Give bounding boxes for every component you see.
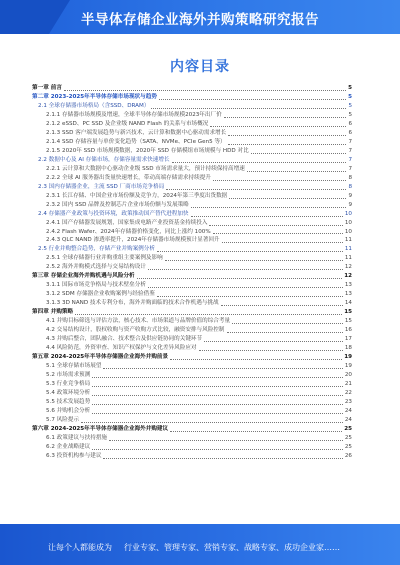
toc-entry-title: 2.3.2 国内 SSD 品牌及控制芯片企业市场份额与发展策略 bbox=[46, 201, 189, 208]
toc-entry-title: 第一章 前言 bbox=[32, 85, 62, 91]
toc-dot-leader bbox=[92, 394, 343, 396]
toc-entry[interactable] bbox=[32, 129, 352, 138]
toc-entry-title: 2.4.3 QLC NAND 渗透率提升，2024年存储器市场规模预计显著回升 bbox=[46, 237, 220, 244]
toc-entry-title: 2.2.1 云计算和大数据中心驱动企业级 SSD 市场需求量大，预计持续保持高增速 bbox=[46, 165, 245, 172]
toc-page-number: 7 bbox=[348, 138, 352, 145]
toc-heading: 内容目录 bbox=[170, 59, 230, 75]
toc-entry[interactable] bbox=[32, 416, 352, 425]
toc-dot-leader bbox=[172, 161, 347, 163]
toc-entry-title: 4.3 并购后整合，团队融合、技术整合及供应链协同的关键环节 bbox=[46, 336, 203, 343]
toc-dot-leader bbox=[75, 313, 342, 315]
toc-dot-leader bbox=[157, 295, 343, 297]
toc-entry-title: 第三章 存储企业海外并购机遇与风险分析 bbox=[32, 273, 135, 280]
toc-entry-title: 2.5.2 海外并购模式选择与交易结构设计 bbox=[46, 264, 146, 271]
toc-entry[interactable] bbox=[32, 111, 352, 120]
toc-entry-title: 2.1.2 eSSD、PC SSD 及企业级 NAND Flash 的关系与市场概况 bbox=[46, 120, 209, 127]
report-header bbox=[0, 0, 400, 34]
toc-entry[interactable] bbox=[32, 228, 352, 237]
toc-dot-leader bbox=[209, 224, 342, 226]
toc-page-number: 6 bbox=[348, 129, 352, 136]
footer-role: 营销专家 bbox=[204, 543, 236, 552]
table-of-contents bbox=[32, 84, 352, 461]
toc-page-number: 10 bbox=[344, 219, 352, 226]
toc-entry[interactable] bbox=[32, 398, 352, 407]
toc-dot-leader bbox=[103, 457, 342, 459]
toc-dot-leader bbox=[199, 349, 343, 351]
toc-entry[interactable] bbox=[32, 317, 352, 326]
toc-entry[interactable] bbox=[32, 165, 352, 174]
toc-dot-leader bbox=[213, 179, 347, 181]
toc-page-number: 14 bbox=[344, 300, 352, 307]
toc-entry[interactable] bbox=[32, 156, 352, 165]
toc-dot-leader bbox=[191, 206, 347, 208]
toc-entry-title: 2.3 国内存储器企业，主流 SSD 厂商市场竞争格局 bbox=[38, 183, 165, 190]
report-title: 半导体存储企业海外并购策略研究报告 bbox=[81, 12, 319, 28]
toc-page-number: 11 bbox=[344, 237, 352, 244]
toc-page-number: 19 bbox=[344, 354, 352, 361]
toc-page-number: 9 bbox=[348, 192, 352, 199]
toc-page-number: 22 bbox=[344, 389, 352, 396]
toc-page-number: 11 bbox=[344, 255, 352, 262]
toc-page-number: 19 bbox=[344, 363, 352, 370]
toc-entry-title: 第二章 2023-2025年半导体存储市场现状与趋势 bbox=[32, 93, 157, 100]
toc-entry-title: 5.4 政策环境分析 bbox=[46, 389, 91, 396]
toc-dot-leader bbox=[148, 268, 343, 270]
toc-page-number: 25 bbox=[344, 443, 352, 450]
toc-entry-title: 2.2 数据中心及 AI 存储市场，存储容量需求快速增长 bbox=[38, 156, 170, 163]
toc-dot-leader bbox=[92, 385, 343, 387]
toc-page-number: 10 bbox=[344, 228, 352, 235]
toc-entry[interactable] bbox=[32, 290, 352, 299]
toc-entry[interactable] bbox=[32, 344, 352, 353]
toc-entry[interactable] bbox=[32, 380, 352, 389]
toc-dot-leader bbox=[81, 421, 343, 423]
toc-entry[interactable] bbox=[32, 353, 352, 362]
toc-page-number: 21 bbox=[344, 380, 352, 387]
toc-entry[interactable] bbox=[32, 236, 352, 245]
toc-entry[interactable] bbox=[32, 102, 352, 111]
toc-page-number: 8 bbox=[348, 174, 352, 181]
toc-entry-title: 4.4 风险防范，外资审查、知识产权保护与文化差异风险应对 bbox=[46, 345, 197, 352]
toc-entry[interactable] bbox=[32, 281, 352, 290]
toc-entry-title: 5.5 技术发展趋势 bbox=[46, 398, 91, 405]
page-footer bbox=[0, 524, 400, 565]
toc-entry-title: 3.1.1 国际市场竞争格局与技术壁垒分析 bbox=[46, 282, 146, 289]
toc-entry-title: 2.3.1 长江存储、中国企业市场份额及竞争力，2024年第三季度出货数据 bbox=[46, 192, 228, 199]
toc-dot-leader bbox=[170, 358, 342, 360]
toc-entry-title: 4.1 并购目标筛选与评估方法，核心技术、市场渠道与品牌价值的综合考量 bbox=[46, 318, 231, 325]
toc-page-number: 5 bbox=[348, 85, 352, 91]
toc-entry[interactable] bbox=[32, 434, 352, 443]
toc-entry[interactable] bbox=[32, 210, 352, 219]
toc-dot-leader bbox=[221, 304, 343, 306]
toc-entry[interactable] bbox=[32, 272, 352, 281]
toc-entry[interactable] bbox=[32, 147, 352, 156]
toc-entry[interactable] bbox=[32, 443, 352, 452]
footer-slogan: 让每个人都能成为 行业专家、管理专家、营销专家、战略专家、成功企业家…… bbox=[48, 543, 340, 552]
toc-entry[interactable] bbox=[32, 201, 352, 210]
toc-entry[interactable] bbox=[32, 335, 352, 344]
toc-entry-title: 2.4 存储器产业政策与投资环境，政策推动国产替代进程加快 bbox=[38, 210, 189, 217]
toc-entry-title: 2.1.1 存储器市场规模及增速，全球半导体存储市场规模2023年出厂价 bbox=[46, 111, 222, 118]
toc-page-number: 6 bbox=[348, 120, 352, 127]
toc-page-number: 12 bbox=[344, 264, 352, 271]
toc-entry[interactable] bbox=[32, 84, 352, 93]
toc-page-number: 25 bbox=[344, 425, 352, 432]
toc-dot-leader bbox=[224, 116, 347, 118]
footer-role: 行业专家 bbox=[124, 543, 156, 552]
toc-dot-leader bbox=[251, 152, 347, 154]
toc-entry-title: 4.2 交易结构设计，股权收购与资产收购方式比较，融资安排与风险控制 bbox=[46, 327, 225, 334]
toc-entry[interactable] bbox=[32, 174, 352, 183]
toc-page-number: 8 bbox=[348, 183, 352, 190]
toc-dot-leader bbox=[228, 134, 346, 136]
toc-entry-title: 2.1.3 SSD 客户端发展趋势与新兴技术，云计算和数据中心驱动需求增长 bbox=[46, 129, 227, 136]
toc-dot-leader bbox=[92, 403, 343, 405]
toc-page-number: 9 bbox=[348, 201, 352, 208]
toc-entry[interactable] bbox=[32, 389, 352, 398]
toc-entry[interactable] bbox=[32, 219, 352, 228]
toc-dot-leader bbox=[191, 215, 343, 217]
toc-page-number: 7 bbox=[348, 147, 352, 154]
toc-entry-title: 6.3 投资机构参与建议 bbox=[46, 452, 102, 459]
toc-page-number: 26 bbox=[344, 452, 352, 459]
toc-entry[interactable] bbox=[32, 371, 352, 380]
footer-lead-text: 让每个人都能成为 bbox=[48, 543, 112, 552]
footer-role: 战略专家 bbox=[244, 543, 276, 552]
toc-page-number: 11 bbox=[344, 246, 352, 253]
toc-entry[interactable] bbox=[32, 138, 352, 147]
toc-page-number: 18 bbox=[344, 345, 352, 352]
toc-page-number: 7 bbox=[348, 156, 352, 163]
toc-page-number: 5 bbox=[348, 93, 352, 100]
toc-entry[interactable] bbox=[32, 120, 352, 129]
toc-entry[interactable] bbox=[32, 93, 352, 102]
toc-dot-leader bbox=[165, 259, 343, 261]
toc-page-number: 5 bbox=[348, 111, 352, 118]
toc-page-number: 24 bbox=[344, 407, 352, 414]
toc-page-number: 13 bbox=[344, 291, 352, 298]
toc-entry[interactable] bbox=[32, 245, 352, 254]
toc-entry[interactable] bbox=[32, 263, 352, 272]
toc-page-number: 15 bbox=[344, 318, 352, 325]
toc-dot-leader bbox=[247, 170, 347, 172]
toc-page-number: 15 bbox=[344, 309, 352, 316]
toc-dot-leader bbox=[232, 322, 343, 324]
footer-role: 管理专家 bbox=[164, 543, 196, 552]
toc-dot-leader bbox=[103, 367, 342, 369]
toc-dot-leader bbox=[204, 340, 343, 342]
toc-page-number: 20 bbox=[344, 372, 352, 378]
toc-dot-leader bbox=[229, 197, 346, 199]
toc-dot-leader bbox=[148, 286, 343, 288]
toc-dot-leader bbox=[210, 125, 346, 127]
toc-dot-leader bbox=[151, 107, 346, 109]
toc-dot-leader bbox=[92, 376, 343, 378]
toc-dot-leader bbox=[159, 98, 346, 100]
toc-entry[interactable] bbox=[32, 326, 352, 335]
toc-entry-title: 第四章 并购策略 bbox=[32, 309, 74, 316]
footer-role: 成功企业家…… bbox=[284, 543, 340, 552]
toc-entry[interactable] bbox=[32, 425, 352, 434]
toc-entry[interactable] bbox=[32, 254, 352, 263]
toc-entry[interactable] bbox=[32, 299, 352, 308]
toc-entry-title: 5.1 全球存储市场展望 bbox=[46, 363, 102, 370]
toc-entry-title: 6.1 政策建议与扶持措施 bbox=[46, 434, 108, 441]
toc-dot-leader bbox=[92, 412, 343, 414]
toc-page-number: 24 bbox=[344, 416, 352, 423]
toc-entry-title: 3.1.3 3D NAND 技术专利分布，海外并购面临的技术合作机遇与挑战 bbox=[46, 300, 219, 307]
toc-entry[interactable] bbox=[32, 183, 352, 192]
toc-entry-title: 5.2 市场需求预测 bbox=[46, 372, 91, 378]
toc-entry-title: 2.4.1 国产存储器发展规划，国家集成电路产业投资基金持续投入 bbox=[46, 219, 208, 226]
toc-dot-leader bbox=[227, 331, 343, 333]
toc-page-number: 23 bbox=[344, 398, 352, 405]
toc-entry-title: 3.1.2 SDM 存储器企业收购案例与经验借鉴 bbox=[46, 291, 155, 298]
toc-page-number: 17 bbox=[344, 336, 352, 343]
toc-dot-leader bbox=[64, 89, 346, 91]
toc-entry-title: 2.1 全球存储器市场格局（含SSD、DRAM） bbox=[38, 102, 150, 109]
toc-entry-title: 2.2.2 全球 AI 服务器出货量快速增长，带动高端存储需求持续提升 bbox=[46, 174, 211, 181]
toc-entry-title: 2.4.2 Flash Wafer、2024年存储器价格变化，同比上涨约 100% bbox=[46, 228, 211, 235]
toc-entry[interactable] bbox=[32, 407, 352, 416]
toc-entry[interactable] bbox=[32, 192, 352, 201]
toc-page-number: 25 bbox=[344, 434, 352, 441]
toc-entry-title: 第五章 2024-2025年半导体存储器企业海外并购前景 bbox=[32, 354, 169, 361]
toc-entry-title: 2.1.4 SSD 存储容量与单价变化趋势（SATA、NVMe、PCIe Gen5 等） bbox=[46, 138, 226, 145]
toc-entry-title: 2.5 行业并购整合趋势，存储产业并购案例分析 bbox=[38, 246, 155, 253]
toc-entry-title: 5.7 风险提示 bbox=[46, 416, 80, 423]
toc-dot-leader bbox=[92, 448, 343, 450]
toc-dot-leader bbox=[213, 232, 343, 234]
toc-entry[interactable] bbox=[32, 452, 352, 461]
toc-dot-leader bbox=[109, 439, 343, 441]
toc-page-number: 10 bbox=[344, 210, 352, 217]
toc-dot-leader bbox=[166, 188, 346, 190]
toc-dot-leader bbox=[137, 277, 343, 279]
toc-entry[interactable] bbox=[32, 362, 352, 371]
toc-entry[interactable] bbox=[32, 308, 352, 317]
toc-page-number: 7 bbox=[348, 165, 352, 172]
toc-entry-title: 5.6 并购机会分析 bbox=[46, 407, 91, 414]
toc-entry-title: 第六章 2024-2025年半导体存储器企业海外并购建议 bbox=[32, 425, 169, 432]
toc-dot-leader bbox=[157, 250, 343, 252]
toc-page-number: 12 bbox=[344, 273, 352, 280]
toc-entry-title: 2.1.5 2020年 SSD 市场规模数据，2020年 SSD 存储模组市场规模与 HDD 对比 bbox=[46, 147, 249, 154]
toc-entry-title: 2.5.1 全球存储器行业并购重组主要案例及影响 bbox=[46, 255, 163, 262]
toc-dot-leader bbox=[222, 241, 343, 243]
toc-page-number: 16 bbox=[344, 327, 352, 334]
toc-entry-title: 5.3 行业竞争格局 bbox=[46, 380, 91, 387]
toc-dot-leader bbox=[170, 430, 342, 432]
toc-entry-title: 6.2 企业战略建议 bbox=[46, 443, 91, 450]
toc-page-number: 13 bbox=[344, 282, 352, 289]
toc-page-number: 5 bbox=[348, 102, 352, 109]
toc-dot-leader bbox=[228, 143, 347, 145]
